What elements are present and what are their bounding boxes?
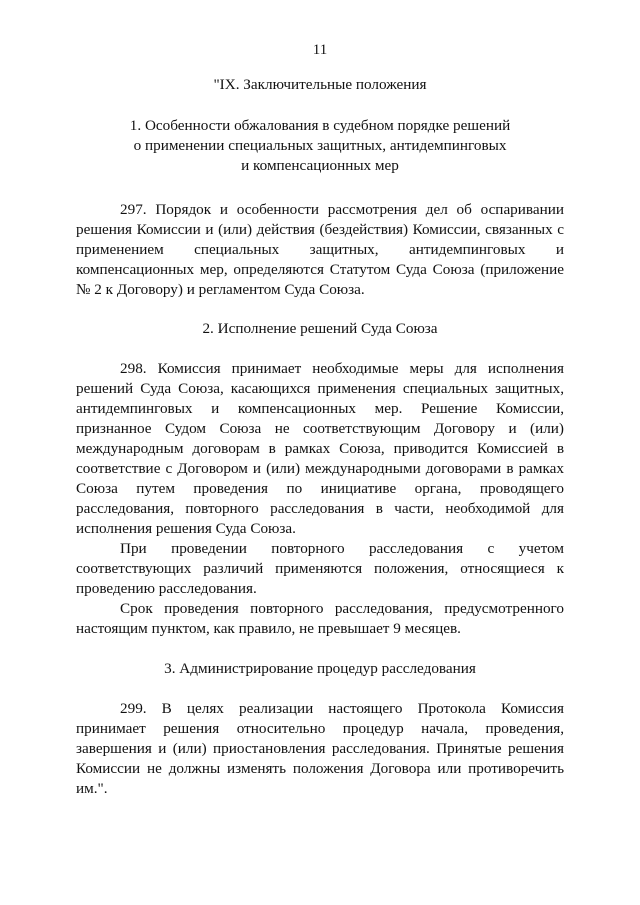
section-3 — [76, 659, 564, 799]
section-2 — [76, 319, 564, 639]
paragraph-298-term: Срок проведения повторного расследования, предусмотренного настоящим пунктом, как правило, не превышает 9 месяцев. — [76, 600, 564, 637]
section-1 — [76, 116, 564, 300]
paragraph-298: 298. Комиссия принимает необходимые меры для исполнения решений Суда Союза, касающихся применения специальных защитных, антидемпинговых и компенсационных мер. Решение Комиссии, признанное Судом Союза не соответствующим Договору и (или) международным договорам в рамках Союза, приводится Комиссией в соответствие с Договором и (или) международными договорами в рамках Союза путем проведения по инициативе органа, проводящего расследования, повторного расследования в части, необходимой для исполнения решения Суда Союза. — [76, 360, 564, 537]
paragraph-298-reinvestigation: При проведении повторного расследования с учетом соответствующих различий применяются положения, относящиеся к проведению расследования. — [76, 540, 564, 597]
chapter-title: "IX. Заключительные положения — [213, 76, 427, 93]
section-3-title: 3. Администрирование процедур расследования — [164, 660, 476, 677]
paragraph-299: 299. В целях реализации настоящего Протокола Комиссия принимает решения относительно процедур начала, проведения, завершения и (или) приостановления расследования. Принятые решения Комиссии не должны изменять положения Договора или противоречить им.". — [76, 700, 564, 797]
page-number: 11 — [312, 42, 328, 58]
section-1-title-line-3: и компенсационных мер — [241, 157, 399, 174]
document-content — [76, 75, 564, 799]
section-1-title-line-1: 1. Особенности обжалования в судебном порядке решений — [129, 117, 511, 134]
paragraph-297: 297. Порядок и особенности рассмотрения дел об оспаривании решения Комиссии и (или) действия (бездействия) Комиссии, связанных с применением специальных защитных, антидемпинговых и компенсационных мер, определяются Статутом Суда Союза (приложение № 2 к Договору) и регламентом Суда Союза. — [76, 201, 564, 298]
section-1-title-line-2: о применении специальных защитных, антидемпинговых — [133, 137, 507, 154]
section-2-title: 2. Исполнение решений Суда Союза — [202, 320, 438, 337]
